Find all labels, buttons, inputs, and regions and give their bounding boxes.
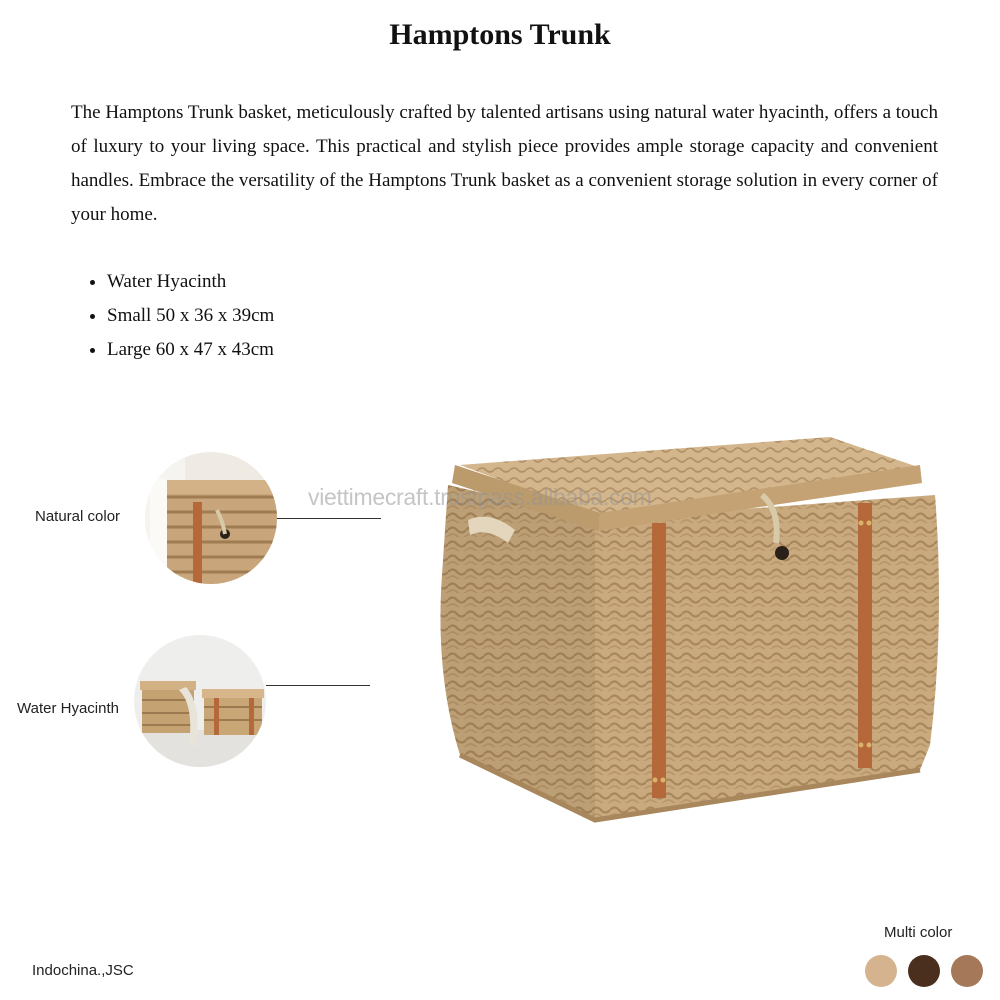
water-hyacinth-label: Water Hyacinth	[17, 700, 119, 717]
multi-color-label: Multi color	[884, 924, 953, 941]
company-name: Indochina.,JSC	[32, 962, 134, 979]
product-description: The Hamptons Trunk basket, meticulously crafted by talented artisans using natural water hyacinth, offers a touch of luxury to your living space. This practical and stylish piece provides ample storage capacity and convenient handles. Embrace the versatility of the Hamptons Trunk basket as a convenient storage solution in every corner of your home.	[71, 102, 938, 225]
color-swatch-light-natural[interactable]	[865, 955, 897, 987]
color-swatch-medium-brown[interactable]	[951, 955, 983, 987]
natural-color-label: Natural color	[35, 508, 121, 525]
natural-color-detail-image	[145, 452, 277, 584]
spec-list	[71, 265, 274, 367]
spec-item-material: • Water Hyacinth	[107, 265, 274, 299]
page-title: Hamptons Trunk	[389, 18, 611, 51]
spec-item-large-size: • Large 60 x 47 x 43cm	[107, 333, 274, 367]
water-hyacinth-leader-line	[266, 685, 370, 686]
watermark-text: viettimecraft.trustpass.alibaba.com	[308, 484, 652, 510]
water-hyacinth-detail-image	[134, 635, 266, 767]
natural-color-leader-line	[277, 518, 381, 519]
spec-item-small-size: • Small 50 x 36 x 39cm	[107, 299, 274, 333]
color-swatch-dark-brown[interactable]	[908, 955, 940, 987]
